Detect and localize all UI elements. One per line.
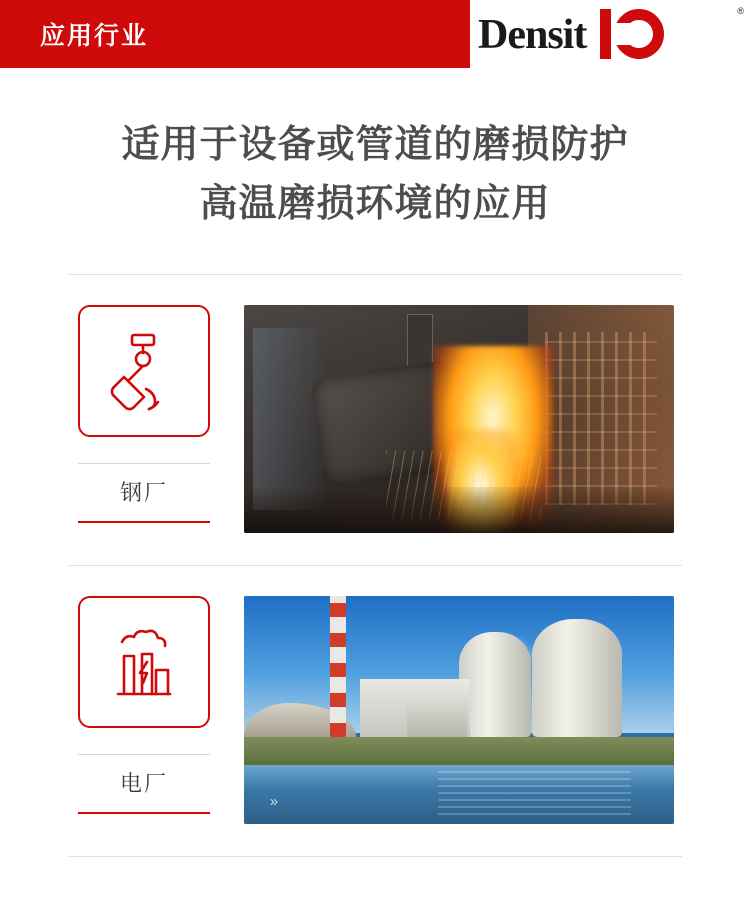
registered-trademark-icon: ® <box>737 6 744 16</box>
list-item[interactable] <box>0 566 750 824</box>
ladle-pour-icon <box>78 305 210 437</box>
industry-label: 钢厂 <box>119 479 168 505</box>
page-header <box>0 0 750 68</box>
headline-line-2: 高温磨损环境的应用 <box>199 182 551 225</box>
power-plant-icon <box>78 596 210 728</box>
industry-icon-column <box>78 596 212 814</box>
divider-bottom <box>68 856 682 857</box>
scroll-hint-icon: » <box>269 793 277 811</box>
brand-logo <box>470 0 750 68</box>
brand-wordmark: Densit <box>478 12 587 58</box>
steel-mill-photo <box>244 305 674 533</box>
industry-label-wrap <box>78 754 210 814</box>
industry-list <box>0 275 750 824</box>
headline-line-1: 适用于设备或管道的磨损防护 <box>121 124 629 166</box>
power-plant-photo <box>244 596 674 824</box>
header-tag-banner <box>0 0 470 68</box>
industry-label-wrap <box>78 463 210 523</box>
densit-d-logo-icon <box>600 9 660 59</box>
industry-photo-column <box>244 596 682 824</box>
industry-photo-column <box>244 305 682 533</box>
list-item[interactable] <box>0 275 750 533</box>
industry-icon-column <box>78 305 212 523</box>
industry-label: 电厂 <box>119 770 168 796</box>
header-tag-label: 应用行业 <box>40 22 149 50</box>
page-title <box>0 68 750 234</box>
